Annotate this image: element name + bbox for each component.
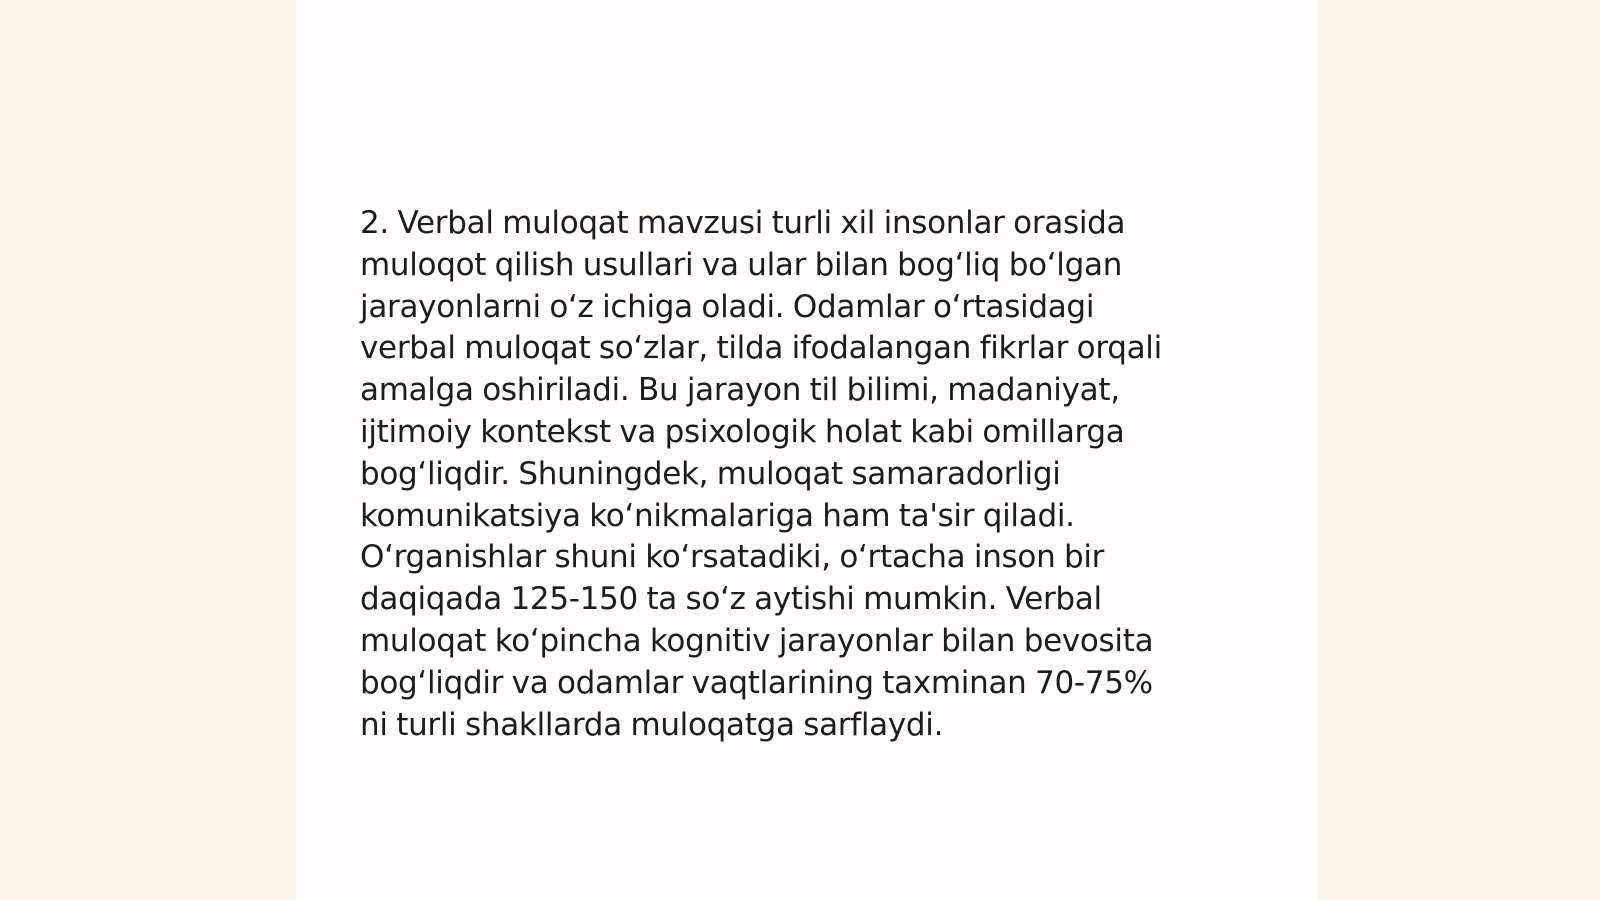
text-line: bog‘liqdir va odamlar vaqtlarining taxminan 70-75% — [360, 664, 1153, 701]
text-line: jarayonlarni o‘z ichiga oladi. Odamlar o‘rtasidagi — [360, 288, 1095, 325]
text-line: 2. Verbal muloqat mavzusi turli xil insonlar orasida — [360, 205, 1126, 241]
slide-body-text — [360, 203, 1240, 746]
text-line: daqiqada 125-150 ta so‘z aytishi mumkin. Verbal — [360, 581, 1102, 618]
text-line: muloqat ko‘pincha kognitiv jarayonlar bilan bevosita — [360, 622, 1154, 659]
text-line: verbal muloqat so‘zlar, tilda ifodalangan fikrlar orqali — [360, 330, 1162, 367]
text-line: muloqot qilish usullari va ular bilan bog‘liq bo‘lgan — [360, 246, 1123, 283]
text-line: ni turli shakllarda muloqatga sarflaydi. — [360, 706, 944, 743]
text-line: amalga oshiriladi. Bu jarayon til bilimi, madaniyat, — [360, 372, 1120, 409]
text-line: ijtimoiy kontekst va psixologik holat kabi omillarga — [360, 413, 1125, 450]
text-line: O‘rganishlar shuni ko‘rsatadiki, o‘rtacha inson bir — [360, 539, 1105, 576]
text-line: bog‘liqdir. Shuningdek, muloqat samaradorligi — [360, 455, 1061, 492]
text-line: komunikatsiya ko‘nikmalariga ham ta'sir qiladi. — [360, 497, 1075, 534]
